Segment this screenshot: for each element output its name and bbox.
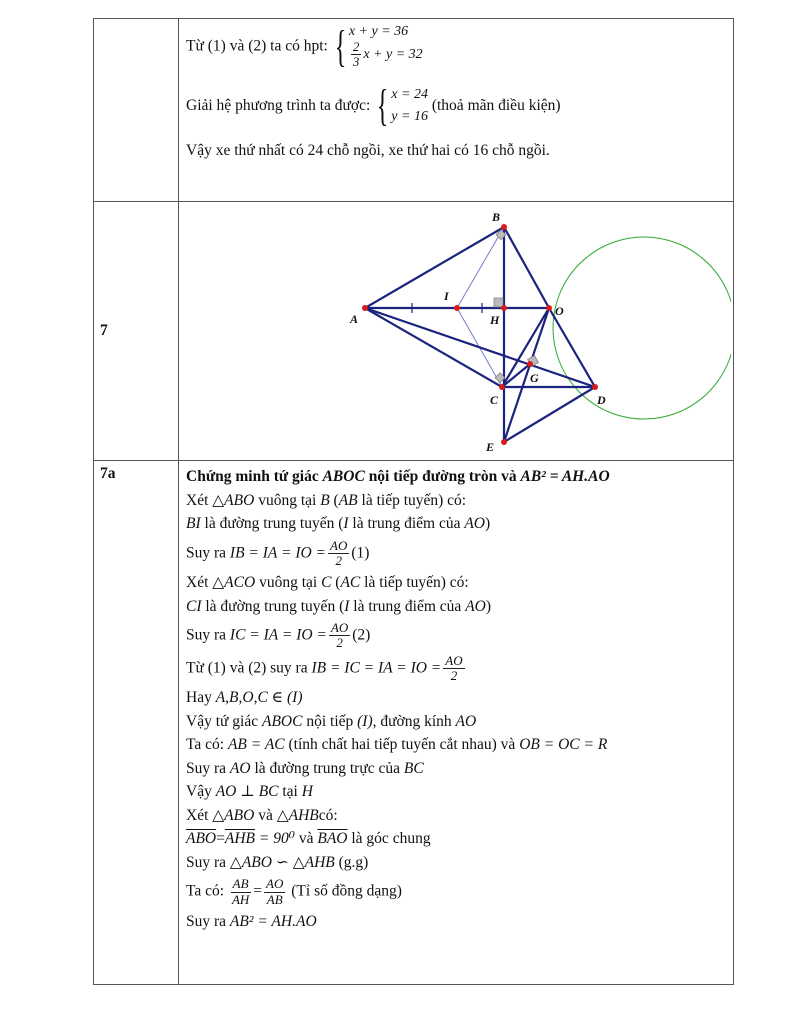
solution-line — [186, 80, 733, 130]
label-I: I — [444, 289, 449, 303]
point-G — [527, 361, 533, 367]
geometry-figure — [179, 202, 731, 460]
label-O: O — [555, 304, 564, 318]
point-I — [454, 305, 460, 311]
proof-line-5: CI là đường trung tuyến (I là trung điểm của AO) — [186, 597, 492, 615]
proof-line-9: Vậy tứ giác ABOC nội tiếp (I), đường kính AO — [186, 712, 477, 730]
proof-line-13: Xét △ABO và △AHBcó: — [186, 806, 338, 824]
solution-values: { x = 24 y = 16 — [376, 80, 428, 130]
label-E: E — [486, 440, 495, 454]
equation-1: x + y = 36 — [348, 24, 409, 39]
point-D — [592, 384, 598, 390]
segment-ED — [504, 387, 595, 442]
points — [362, 224, 598, 445]
circle-O — [553, 237, 731, 419]
row-system — [94, 19, 734, 202]
label-A: A — [350, 312, 359, 326]
condition-note: (thoả mãn điều kiện) — [431, 96, 561, 114]
system-equations: { x + y = 36 $\frac{2}{3}$ x + y = 32 — [334, 21, 423, 71]
segment-OD — [549, 308, 595, 387]
equation-2: $\frac{2}{3}$ x + y = 32 — [352, 39, 423, 70]
conclusion-line: Vậy xe thứ nhất có 24 chỗ ngồi, xe thứ hai có 16 chỗ ngồi. — [186, 142, 550, 160]
point-E — [501, 439, 507, 445]
proof-line-3: Suy ra IB = IA = IO = $\frac{AO}{2}$ (1) — [186, 537, 370, 568]
segment-BI — [457, 227, 504, 308]
proof-line-8: Hay A,B,O,C ∈ (I) — [186, 689, 303, 707]
proof-line-14: $\overline{ABO}=\overline{AHB} = 90^0$ và $\overline{BAO}$ là góc chung — [186, 830, 431, 848]
proof-line-16: Ta có: $\frac{AB}{AH}$ = $\frac{AO}{AB}$ (Tỉ số đồng dạng) — [186, 876, 402, 907]
proof-line-2: BI là đường trung tuyến (I là trung điểm của AO) — [186, 515, 491, 532]
label-D: D — [597, 393, 606, 407]
figure-cell — [179, 202, 734, 461]
proof-line-7: Từ (1) và (2) suy ra IB = IC = IA = IO = $\frac{AO}{2}$ — [186, 652, 463, 683]
label-H: H — [490, 313, 500, 327]
segment-AB — [365, 227, 504, 308]
main-lines — [365, 227, 595, 442]
right-angle-H — [494, 298, 503, 307]
point-H — [501, 305, 507, 311]
proof-cell — [179, 461, 734, 985]
system-solution-cell — [179, 19, 734, 202]
proof-line-12: Vậy AO ⊥ BC tại H — [186, 783, 313, 801]
label-B: B — [492, 210, 501, 224]
proof-line-15: Suy ra △ABO ∽ △AHB (g.g) — [186, 853, 369, 871]
proof-line-6: Suy ra IC = IA = IO = $\frac{AO}{2}$ (2) — [186, 620, 371, 651]
row-7a — [94, 461, 734, 985]
proof-line-4: Xét △ACO vuông tại C (AC là tiếp tuyến) có: — [186, 574, 469, 592]
point-O — [546, 305, 552, 311]
solution-table — [93, 18, 734, 985]
segment-EO — [504, 308, 549, 442]
system-line — [186, 21, 733, 71]
system-prefix: Từ (1) và (2) ta có hpt: — [186, 37, 328, 55]
row-figure — [94, 202, 734, 461]
proof-line-17: Suy ra AB² = AH.AO — [186, 912, 317, 930]
point-B — [501, 224, 507, 230]
proof-line-11: Suy ra AO là đường trung trực của BC — [186, 759, 424, 777]
point-A — [362, 305, 368, 311]
solution-prefix: Giải hệ phương trình ta được: — [186, 96, 371, 114]
label-C: C — [490, 393, 499, 407]
proof-line-10: Ta có: AB = AC (tính chất hai tiếp tuyến cắt nhau) và OB = OC = R — [186, 736, 608, 754]
point-C — [499, 384, 505, 390]
proof-title: Chứng minh tứ giác ABOC nội tiếp đường tròn và AB² = AH.AO — [186, 468, 610, 485]
label-G: G — [530, 371, 539, 385]
segment-BO — [504, 227, 549, 308]
row-number-empty — [94, 19, 179, 202]
proof-line-1: Xét △ABO vuông tại B (AB là tiếp tuyến) có: — [186, 491, 467, 509]
row-number-7a: 7a — [94, 461, 179, 985]
row-number-7: 7 — [94, 202, 179, 461]
